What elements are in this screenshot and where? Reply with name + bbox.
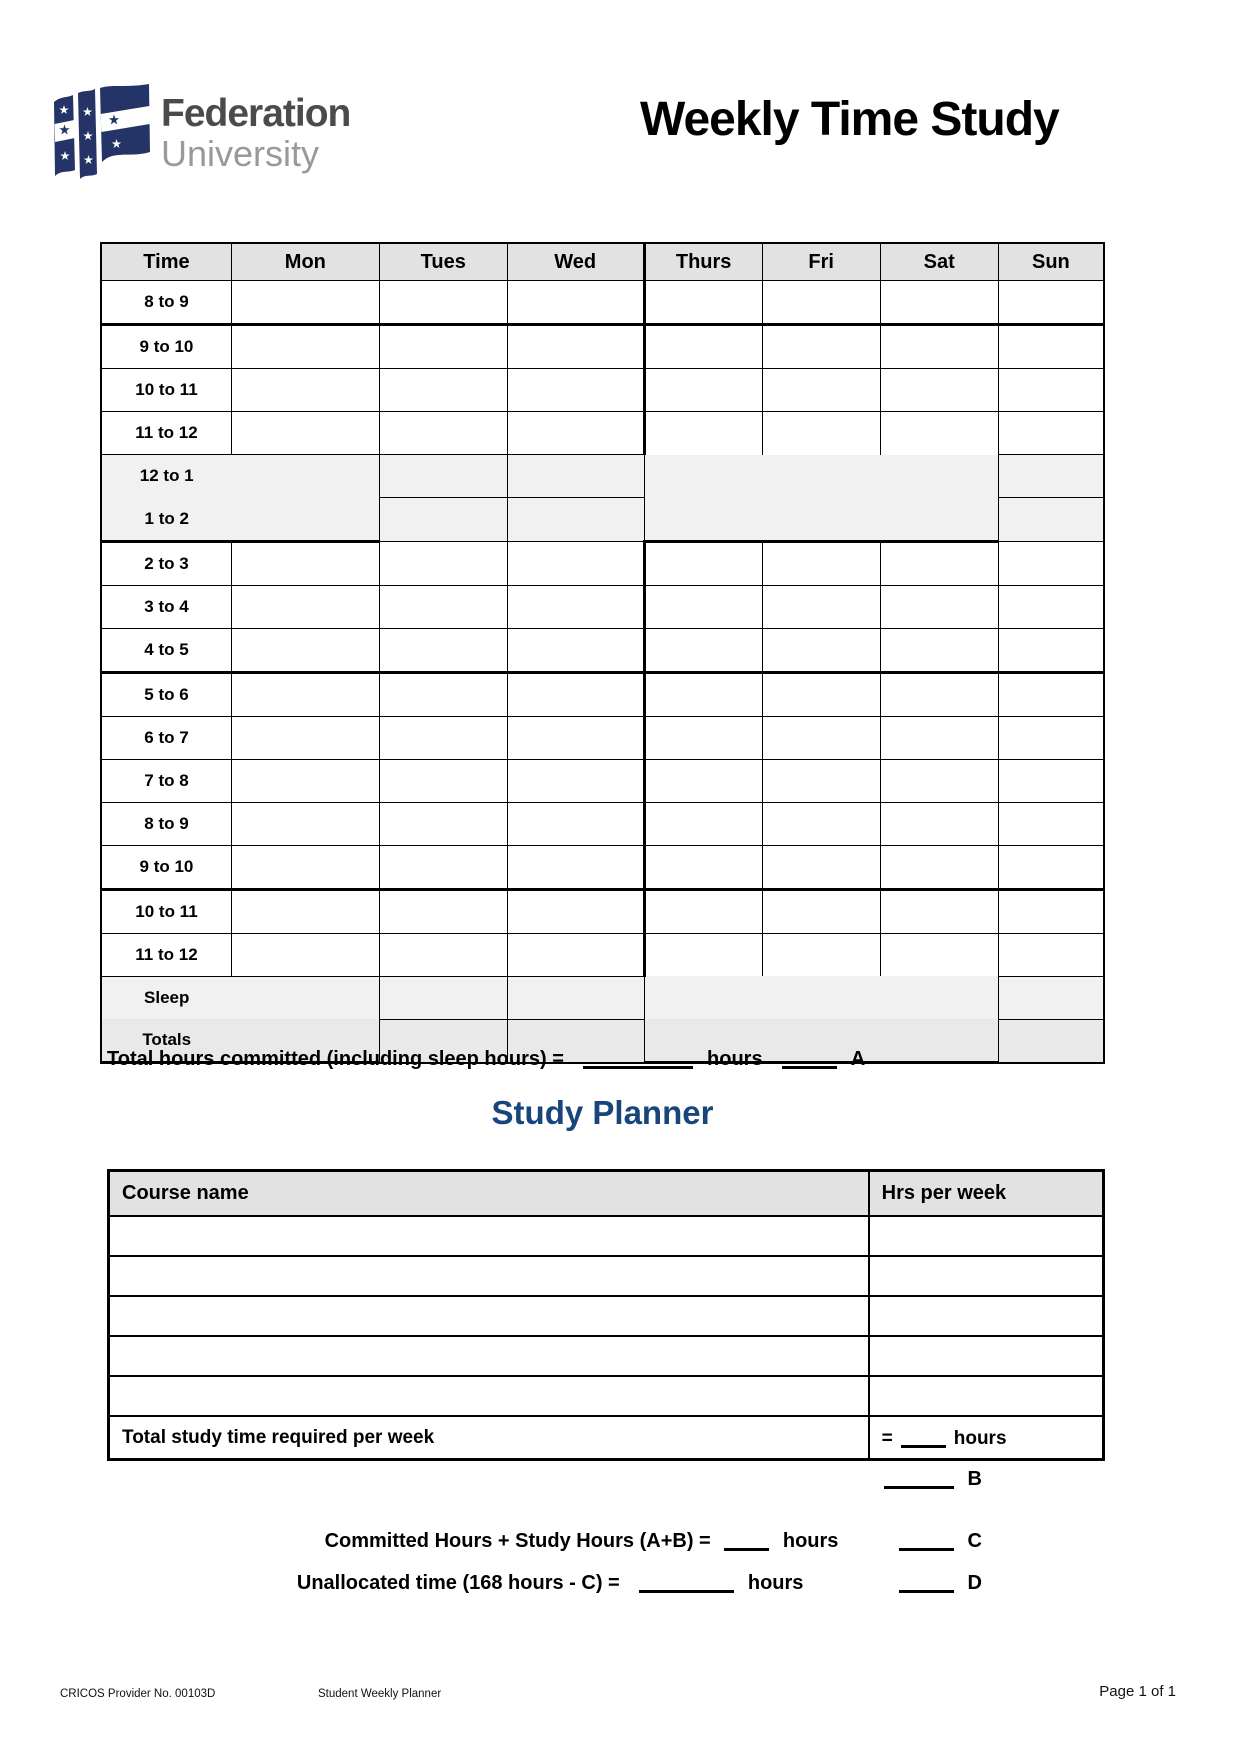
schedule-cell	[231, 802, 379, 845]
column-header-fri: Fri	[762, 243, 880, 281]
course-name-cell	[109, 1296, 869, 1336]
time-study-table	[100, 242, 1105, 1064]
hrs-per-week-cell	[869, 1376, 1104, 1416]
schedule-cell	[644, 845, 762, 889]
committed-hours-label: Committed Hours + Study Hours (A+B) =	[324, 1530, 711, 1552]
schedule-cell	[644, 412, 762, 455]
schedule-cell	[998, 455, 1104, 498]
schedule-cell	[880, 281, 998, 325]
unallocated-time-unit: hours	[747, 1572, 804, 1594]
schedule-cell	[880, 716, 998, 759]
schedule-cell	[379, 889, 507, 933]
schedule-cell	[998, 281, 1104, 325]
planner-total-blank	[901, 1426, 946, 1448]
schedule-cell	[998, 759, 1104, 802]
schedule-cell	[231, 412, 379, 455]
schedule-cell	[379, 325, 507, 369]
schedule-cell	[644, 281, 762, 325]
hrs-per-week-cell	[869, 1256, 1104, 1296]
schedule-cell	[644, 325, 762, 369]
planner-total-equals: =	[881, 1427, 893, 1449]
schedule-cell	[379, 845, 507, 889]
schedule-cell	[507, 716, 644, 759]
time-row-label: 10 to 11	[101, 369, 231, 412]
schedule-cell	[644, 889, 762, 933]
logo-brand-sub: University	[161, 133, 320, 174]
schedule-cell	[507, 976, 644, 1019]
time-row-label: 4 to 5	[101, 628, 231, 672]
schedule-cell	[880, 672, 998, 716]
schedule-cell	[379, 585, 507, 628]
schedule-cell	[644, 585, 762, 628]
footer-doc-title: Student Weekly Planner	[318, 1688, 442, 1700]
schedule-cell	[998, 933, 1104, 976]
schedule-cell	[507, 498, 644, 542]
hrs-per-week-cell	[869, 1336, 1104, 1376]
column-header-sun: Sun	[998, 243, 1104, 281]
schedule-cell	[231, 628, 379, 672]
unallocated-time-label: Unallocated time (168 hours - C) =	[296, 1572, 620, 1594]
footer-page-number: Page 1 of 1	[1099, 1683, 1176, 1700]
schedule-cell	[231, 933, 379, 976]
study-planner-table	[107, 1169, 1105, 1461]
column-header-tues: Tues	[379, 243, 507, 281]
schedule-cell	[507, 281, 644, 325]
planner-column-header: Hrs per week	[869, 1171, 1104, 1217]
schedule-cell	[507, 759, 644, 802]
schedule-cell	[507, 845, 644, 889]
course-name-cell	[109, 1216, 869, 1256]
course-name-cell	[109, 1336, 869, 1376]
schedule-cell	[231, 759, 379, 802]
schedule-cell	[644, 628, 762, 672]
schedule-cell	[231, 716, 379, 759]
time-row-label: Totals	[101, 1019, 231, 1063]
schedule-cell	[644, 802, 762, 845]
schedule-cell	[998, 628, 1104, 672]
schedule-cell	[231, 455, 379, 498]
schedule-cell	[644, 976, 762, 1019]
column-header-wed: Wed	[507, 243, 644, 281]
schedule-cell	[507, 933, 644, 976]
federation-university-logo	[52, 84, 350, 188]
schedule-cell	[507, 455, 644, 498]
unallocated-time-blank	[639, 1570, 734, 1593]
schedule-cell	[762, 325, 880, 369]
hrs-per-week-cell	[869, 1216, 1104, 1256]
schedule-cell	[880, 933, 998, 976]
schedule-cell	[379, 498, 507, 542]
schedule-cell	[507, 628, 644, 672]
schedule-cell	[644, 498, 762, 542]
time-row-label: 2 to 3	[101, 541, 231, 585]
total-hours-unit: hours	[707, 1048, 763, 1070]
schedule-cell	[880, 369, 998, 412]
schedule-cell	[762, 498, 880, 542]
schedule-cell	[231, 498, 379, 542]
time-row-label: 8 to 9	[101, 281, 231, 325]
schedule-cell	[644, 455, 762, 498]
course-name-cell	[109, 1376, 869, 1416]
schedule-cell	[998, 541, 1104, 585]
schedule-cell	[762, 845, 880, 889]
planner-total-label: Total study time required per week	[109, 1416, 869, 1460]
time-row-label: 10 to 11	[101, 889, 231, 933]
schedule-cell	[880, 889, 998, 933]
schedule-cell	[762, 455, 880, 498]
time-row-label: 8 to 9	[101, 802, 231, 845]
schedule-cell	[379, 976, 507, 1019]
schedule-cell	[762, 716, 880, 759]
committed-hours-unit: hours	[782, 1530, 839, 1552]
schedule-cell	[379, 802, 507, 845]
hrs-per-week-cell	[869, 1296, 1104, 1336]
time-row-label: 3 to 4	[101, 585, 231, 628]
marker-d-blank	[899, 1570, 954, 1593]
schedule-cell	[880, 455, 998, 498]
total-hours-blank	[583, 1046, 693, 1069]
schedule-cell	[998, 976, 1104, 1019]
eureka-flag-icon	[52, 84, 152, 188]
time-row-label: 9 to 10	[101, 845, 231, 889]
schedule-cell	[507, 802, 644, 845]
schedule-cell	[507, 585, 644, 628]
marker-b-line	[884, 1466, 982, 1491]
marker-a-blank	[782, 1046, 837, 1069]
column-header-sat: Sat	[880, 243, 998, 281]
schedule-cell	[998, 716, 1104, 759]
schedule-cell	[762, 933, 880, 976]
schedule-cell	[644, 672, 762, 716]
marker-c: C	[967, 1530, 982, 1552]
schedule-cell	[379, 672, 507, 716]
schedule-cell	[880, 1019, 998, 1063]
schedule-cell	[880, 802, 998, 845]
course-name-cell	[109, 1256, 869, 1296]
total-hours-line	[107, 1046, 865, 1071]
time-row-label: 7 to 8	[101, 759, 231, 802]
schedule-cell	[998, 585, 1104, 628]
schedule-cell	[880, 325, 998, 369]
schedule-cell	[379, 716, 507, 759]
footer-cricos: CRICOS Provider No. 00103D	[60, 1688, 216, 1700]
schedule-cell	[379, 759, 507, 802]
schedule-cell	[231, 281, 379, 325]
marker-b: B	[967, 1468, 982, 1490]
schedule-cell	[998, 672, 1104, 716]
study-planner-heading: Study Planner	[491, 1094, 714, 1131]
schedule-cell	[762, 802, 880, 845]
schedule-cell	[762, 976, 880, 1019]
schedule-cell	[644, 716, 762, 759]
schedule-cell	[762, 585, 880, 628]
schedule-cell	[507, 412, 644, 455]
total-hours-label: Total hours committed (including sleep hours) =	[107, 1048, 564, 1070]
time-row-label: 9 to 10	[101, 325, 231, 369]
schedule-cell	[644, 759, 762, 802]
schedule-cell	[231, 976, 379, 1019]
schedule-cell	[880, 541, 998, 585]
schedule-cell	[379, 628, 507, 672]
schedule-cell	[998, 802, 1104, 845]
marker-c-blank	[899, 1528, 954, 1551]
schedule-cell	[762, 672, 880, 716]
schedule-cell	[231, 672, 379, 716]
schedule-cell	[998, 369, 1104, 412]
schedule-cell	[762, 369, 880, 412]
page-title: Weekly Time Study	[640, 93, 1059, 146]
schedule-cell	[880, 412, 998, 455]
schedule-cell	[379, 369, 507, 412]
schedule-cell	[231, 541, 379, 585]
schedule-cell	[379, 541, 507, 585]
column-header-mon: Mon	[231, 243, 379, 281]
unallocated-time-line	[297, 1570, 982, 1595]
planner-column-header: Course name	[109, 1171, 869, 1217]
schedule-cell	[231, 325, 379, 369]
committed-hours-blank	[724, 1528, 769, 1551]
schedule-cell	[379, 281, 507, 325]
schedule-cell	[231, 845, 379, 889]
planner-total-value	[869, 1416, 1104, 1460]
schedule-cell	[762, 628, 880, 672]
schedule-cell	[507, 541, 644, 585]
schedule-cell	[762, 541, 880, 585]
schedule-cell	[880, 585, 998, 628]
time-row-label: Sleep	[101, 976, 231, 1019]
schedule-cell	[379, 933, 507, 976]
schedule-cell	[231, 889, 379, 933]
schedule-cell	[379, 455, 507, 498]
time-row-label: 6 to 7	[101, 716, 231, 759]
logo-brand-name: Federation	[161, 92, 351, 135]
schedule-cell	[880, 498, 998, 542]
schedule-cell	[644, 541, 762, 585]
schedule-cell	[880, 976, 998, 1019]
time-row-label: 12 to 1	[101, 455, 231, 498]
logo-wordmark	[161, 94, 350, 172]
schedule-cell	[231, 369, 379, 412]
column-header-time: Time	[101, 243, 231, 281]
marker-b-blank	[884, 1466, 954, 1489]
schedule-cell	[379, 412, 507, 455]
schedule-cell	[644, 933, 762, 976]
schedule-cell	[998, 498, 1104, 542]
marker-a: A	[850, 1048, 866, 1070]
schedule-cell	[762, 759, 880, 802]
committed-hours-line	[325, 1528, 982, 1553]
schedule-cell	[880, 628, 998, 672]
schedule-cell	[507, 369, 644, 412]
marker-d: D	[967, 1572, 982, 1594]
schedule-cell	[998, 1019, 1104, 1063]
time-row-label: 11 to 12	[101, 412, 231, 455]
schedule-cell	[762, 412, 880, 455]
schedule-cell	[762, 281, 880, 325]
time-row-label: 1 to 2	[101, 498, 231, 542]
schedule-cell	[644, 369, 762, 412]
planner-total-unit: hours	[953, 1427, 1007, 1449]
schedule-cell	[507, 325, 644, 369]
schedule-cell	[507, 672, 644, 716]
schedule-cell	[880, 845, 998, 889]
schedule-cell	[880, 759, 998, 802]
time-row-label: 11 to 12	[101, 933, 231, 976]
column-header-thurs: Thurs	[644, 243, 762, 281]
time-row-label: 5 to 6	[101, 672, 231, 716]
schedule-cell	[231, 585, 379, 628]
schedule-cell	[998, 845, 1104, 889]
schedule-cell	[998, 325, 1104, 369]
schedule-cell	[762, 889, 880, 933]
schedule-cell	[998, 412, 1104, 455]
schedule-cell	[507, 889, 644, 933]
schedule-cell	[998, 889, 1104, 933]
